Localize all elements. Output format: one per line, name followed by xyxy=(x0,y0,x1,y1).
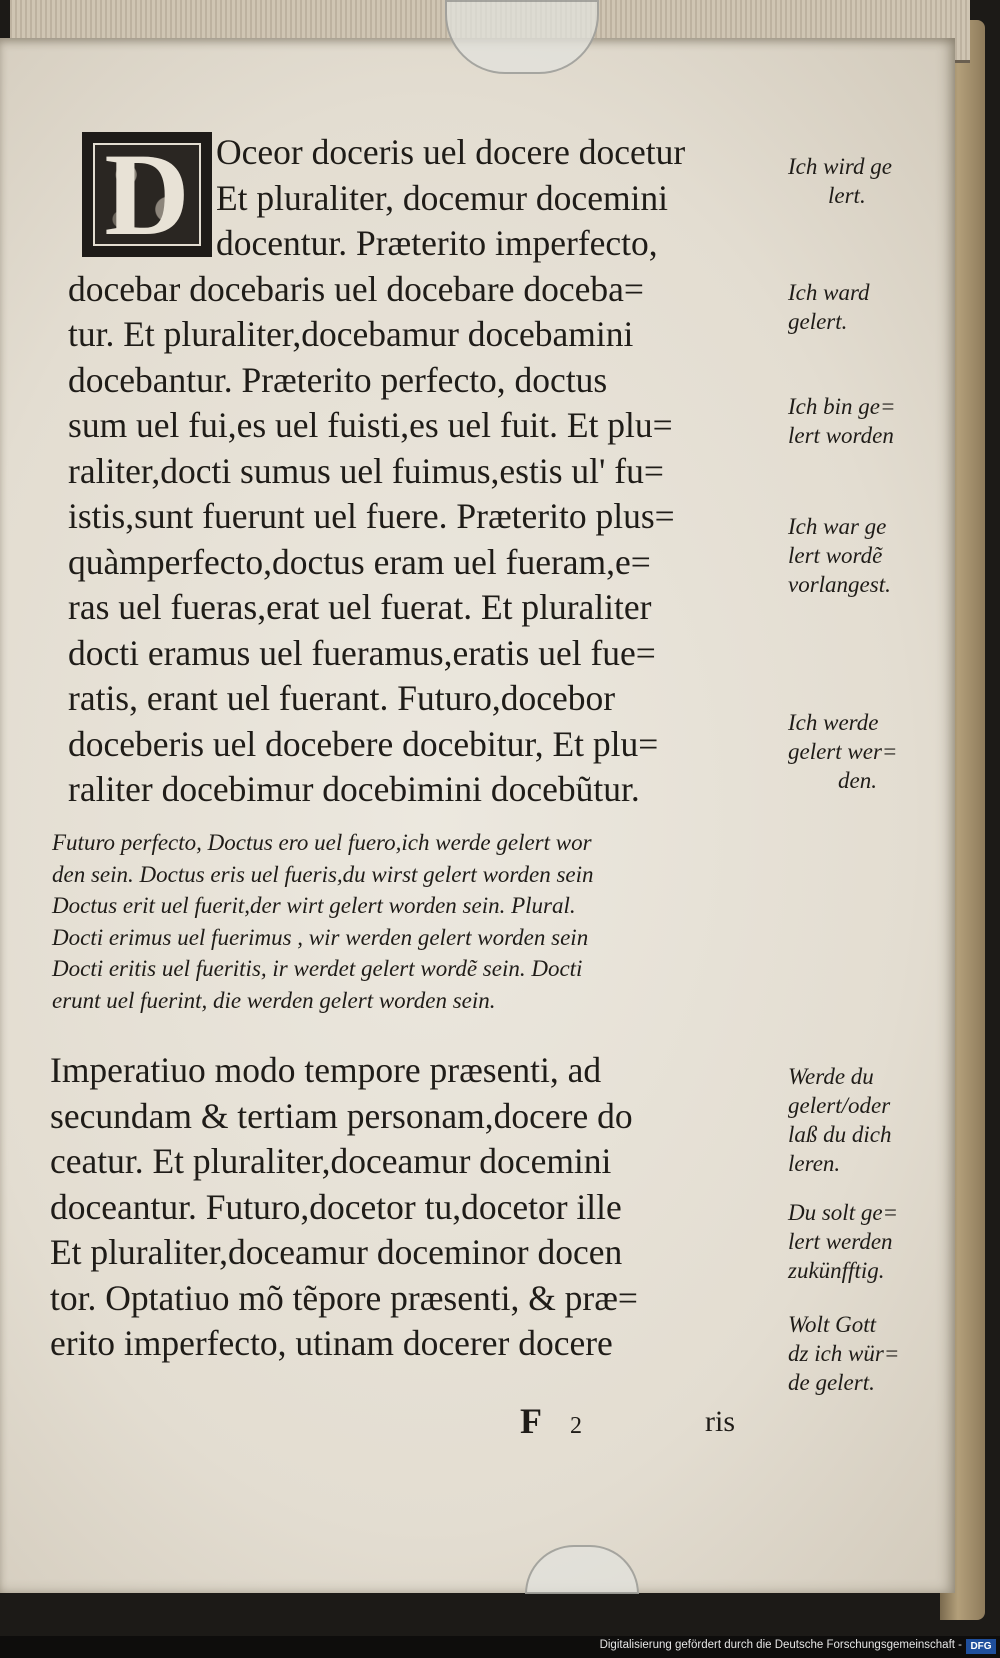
imperative-text-block xyxy=(50,1048,780,1367)
gloss-line: Du solt ge= xyxy=(788,1200,899,1225)
margin-gloss xyxy=(788,512,891,599)
gloss-line: gelert. xyxy=(788,309,848,334)
text-line: tor. Optatiuo mõ tẽpore præsenti, & præ= xyxy=(50,1277,638,1318)
margin-gloss xyxy=(788,708,897,795)
margin-gloss xyxy=(788,278,870,336)
text-line: Futuro perfecto, Doctus ero uel fuero,ich werde gelert wor xyxy=(52,830,592,855)
gloss-line: den. xyxy=(838,768,877,793)
text-line: docebantur. Præterito perfecto, doctus xyxy=(68,359,608,400)
gloss-line: dz ich wür= xyxy=(788,1341,900,1366)
small-italic-block xyxy=(52,827,782,1016)
signature-mark xyxy=(520,1400,582,1442)
gloss-line: Ich ward xyxy=(788,280,870,305)
gloss-line: Ich bin ge= xyxy=(788,394,896,419)
margin-gloss xyxy=(788,1198,898,1285)
funding-notice: Digitalisierung gefördert durch die Deutsche Forschungsgemeinschaft - xyxy=(599,1639,962,1651)
text-line: den sein. Doctus eris uel fueris,du wirst gelert worden sein xyxy=(52,861,594,887)
gloss-line: Werde du xyxy=(788,1064,874,1089)
main-text-block xyxy=(68,130,780,813)
text-line: Imperatiuo modo tempore præsenti, ad xyxy=(50,1050,602,1090)
gloss-line: lert worden xyxy=(788,423,894,448)
text-line: Docti eritis uel fueritis, ir werdet gelert wordẽ sein. Docti xyxy=(52,956,583,981)
gloss-line: leren. xyxy=(788,1151,841,1176)
text-line: Et pluraliter,doceamur doceminor docen xyxy=(50,1232,623,1272)
margin-gloss xyxy=(788,152,892,210)
text-line: docentur. Præterito imperfecto, xyxy=(216,223,658,263)
margin-gloss xyxy=(788,1062,892,1178)
text-line: erunt uel fuerint, die werden gelert worden sein. xyxy=(52,987,496,1013)
gloss-line: de gelert. xyxy=(788,1370,875,1395)
text-line: erito imperfecto, utinam docerer docere xyxy=(50,1323,613,1363)
text-line: Et pluraliter, docemur docemini xyxy=(216,177,669,218)
text-line: docebar docebaris uel docebare doceba= xyxy=(68,268,644,309)
gloss-line: gelert/oder xyxy=(788,1093,891,1118)
dfg-logo[interactable]: DFG xyxy=(966,1639,996,1654)
text-line: quàmperfecto,doctus eram uel fueram,e= xyxy=(68,541,651,582)
text-line: docti eramus uel fueramus,eratis uel fue= xyxy=(68,632,656,673)
gloss-line: zukünfftig. xyxy=(788,1258,885,1283)
gloss-line: Ich werde xyxy=(788,710,879,735)
text-line: Doctus erit uel fuerit,der wirt gelert worden sein. Plural. xyxy=(52,893,576,918)
initial-letter: D xyxy=(104,129,190,260)
text-line: ras uel fueras,erat uel fuerat. Et pluraliter xyxy=(68,587,652,627)
text-line: Docti erimus uel fuerimus , wir werden gelert worden sein xyxy=(52,924,589,950)
gloss-line: Ich war ge xyxy=(788,514,887,539)
text-line: raliter docebimur docebimini docebũtur. xyxy=(68,769,640,809)
text-line: sum uel fui,es uel fuisti,es uel fuit. Et plu= xyxy=(68,405,673,445)
gloss-line: gelert wer= xyxy=(788,739,898,764)
catchword: ris xyxy=(705,1405,735,1438)
text-line: ceatur. Et pluraliter,doceamur docemini xyxy=(50,1141,612,1181)
text-line: Oceor doceris uel docere docetur xyxy=(216,132,686,172)
margin-gloss xyxy=(788,1310,899,1397)
gloss-line: lert wordẽ xyxy=(788,543,883,568)
footer-bar xyxy=(0,1636,1000,1658)
text-line: ratis, erant uel fuerant. Futuro,docebor xyxy=(68,678,616,718)
gloss-line: laß du dich xyxy=(788,1122,892,1147)
text-line: tur. Et pluraliter,docebamur docebamini xyxy=(68,314,634,354)
text-line: raliter,docti sumus uel fuimus,estis ul' fu= xyxy=(68,450,664,491)
signature-letter: F xyxy=(520,1401,542,1441)
text-line: istis,sunt fuerunt uel fuere. Præterito plus= xyxy=(68,496,675,536)
gloss-line: lert. xyxy=(828,183,866,208)
margin-gloss xyxy=(788,392,896,450)
text-line: doceantur. Futuro,docetor tu,docetor ille xyxy=(50,1186,622,1227)
gloss-line: lert werden xyxy=(788,1229,893,1254)
gloss-line: Wolt Gott xyxy=(788,1312,876,1337)
text-line: doceberis uel docebere docebitur, Et plu= xyxy=(68,723,659,764)
signature-number: 2 xyxy=(570,1413,582,1439)
gloss-line: Ich wird ge xyxy=(788,154,892,179)
text-line: secundam & tertiam personam,docere do xyxy=(50,1095,633,1136)
gloss-line: vorlangest. xyxy=(788,572,891,597)
